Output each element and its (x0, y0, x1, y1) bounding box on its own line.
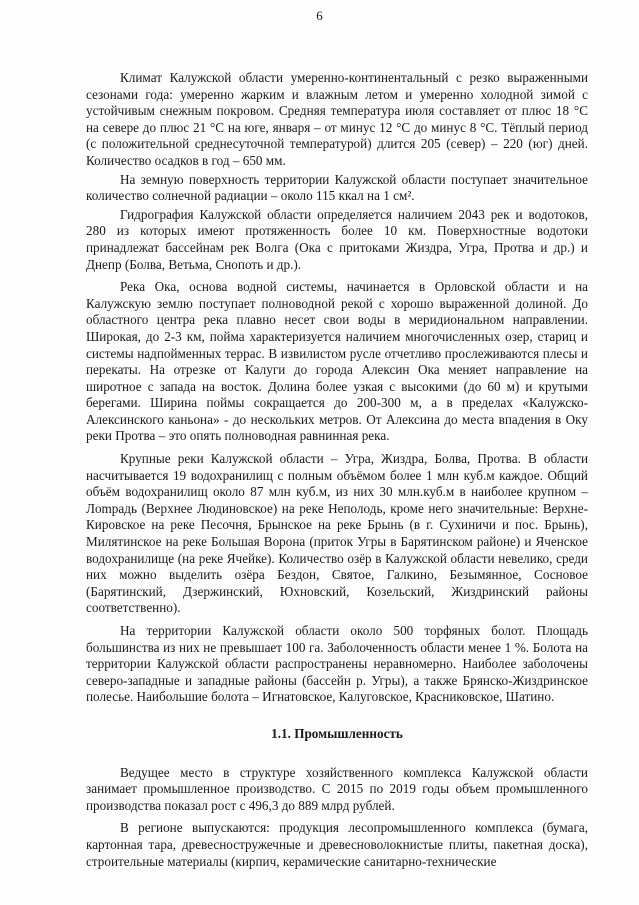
paragraph-industry-leading: Ведущее место в структуре хозяйственного комплекса Калужской области занимает промышленное производство. С 2015 по 2019 годы объем промышленного производства показал рост с 496,3 до 889 млрд рублей. (86, 764, 588, 813)
page-number: 6 (316, 8, 323, 23)
page-content (86, 70, 588, 872)
paragraph-hydrography: Гидрография Калужской области определяется наличием 2043 рек и водотоков, 280 из которых имеют протяженность более 10 км. Поверхностные водотоки принадлежат бассейнам рек Волга (Ока с притоками Жиздра, Угра, Протва и др.) и Днепр (Болва, Ветьма, Снопоть и др.). (86, 206, 588, 272)
paragraph-industry-products: В регионе выпускаются: продукция лесопромышленного комплекса (бумага, картонная тара, древесностружечные и древесноволокнистые плиты, пакетная доска), строительные материалы (кирпич, керамические санитарно-технические (86, 820, 588, 869)
paragraph-peat-bogs: На территории Калужской области около 500 торфяных болот. Площадь большинства из них не превышает 100 га. Заболоченность области менее 1 %. Болота на территории Калужской области распространены неравномерно. Наиболее заболочены северо-западные и западные районы (бассейн р. Угры), а также Брянско-Жиздринское полесье. Наибольшие болота – Игнатовское, Калуговское, Красниковское, Шатино. (86, 623, 588, 705)
paragraph-climate: Климат Калужской области умеренно-континентальный с резко выраженными сезонами года: умеренно жарким и влажным летом и умеренно холодной зимой с устойчивым снежным покровом. Средняя температура июля составляет от плюс 18 °С на севере до плюс 21 °С на юге, января – от минус 12 °С до минус 8 °С. Тёплый период (с положительной среднесуточной температурой) длится 205 (север) – 220 (юг) дней. Количество осадков в год – 650 мм. (86, 70, 588, 168)
paragraph-oka-river: Река Ока, основа водной системы, начинается в Орловской области и на Калужскую землю поступает полноводной рекой с хорошо выраженной долиной. До областного центра река плавно несет свои воды в меридиональном направлении. Широкая, до 2-3 км, пойма характеризуется наличием многочисленных озер, стариц и системы надпойменных террас. В извилистом русле отчетливо прослеживаются плесы и перекаты. На отрезке от Калуги до города Алексин Ока меняет направление на широтное с запада на восток. Долина более узкая с высокими (до 60 м) и крутыми берегами. Ширина поймы сокращается до 200-300 м, а в пределах «Калужско-Алексинского каньона» - до нескольких метров. От Алексина до места впадения в Оку реки Протва – это опять полноводная равнинная река. (86, 279, 588, 444)
section-title: 1.1. Промышленность (271, 725, 403, 741)
paragraph-solar-radiation: На земную поверхность территории Калужской области поступает значительное количество солнечной радиации – около 115 ккал на 1 см². (86, 171, 588, 204)
paragraph-major-rivers: Крупные реки Калужской области – Угра, Жиздра, Болва, Протва. В области насчитывается 19 водохранилищ с полным объёмом более 1 млн куб.м каждое. Общий объём водохранилищ около 87 млн куб.м, из них 30 млн.куб.м в наиболее крупном – Лompадь (Верхнее Людиновское) на реке Неполодь, кроме него значительные: Верхне-Кировское на реке Песочня, Брынское на реке Брынь (в г. Сухиничи и пос. Брынь), Милятинское на реке Большая Ворона (приток Угры в Барятинском районе) и Яченское водохранилище (на реке Ячейке). Количество озёр в Калужской области невелико, среди них можно выделить озёра Бездон, Святое, Галкино, Безымянное, Сосновое (Барятинский, Дзержинский, Юхновский, Козельский, Жиздринский районы соответственно). (86, 451, 588, 616)
